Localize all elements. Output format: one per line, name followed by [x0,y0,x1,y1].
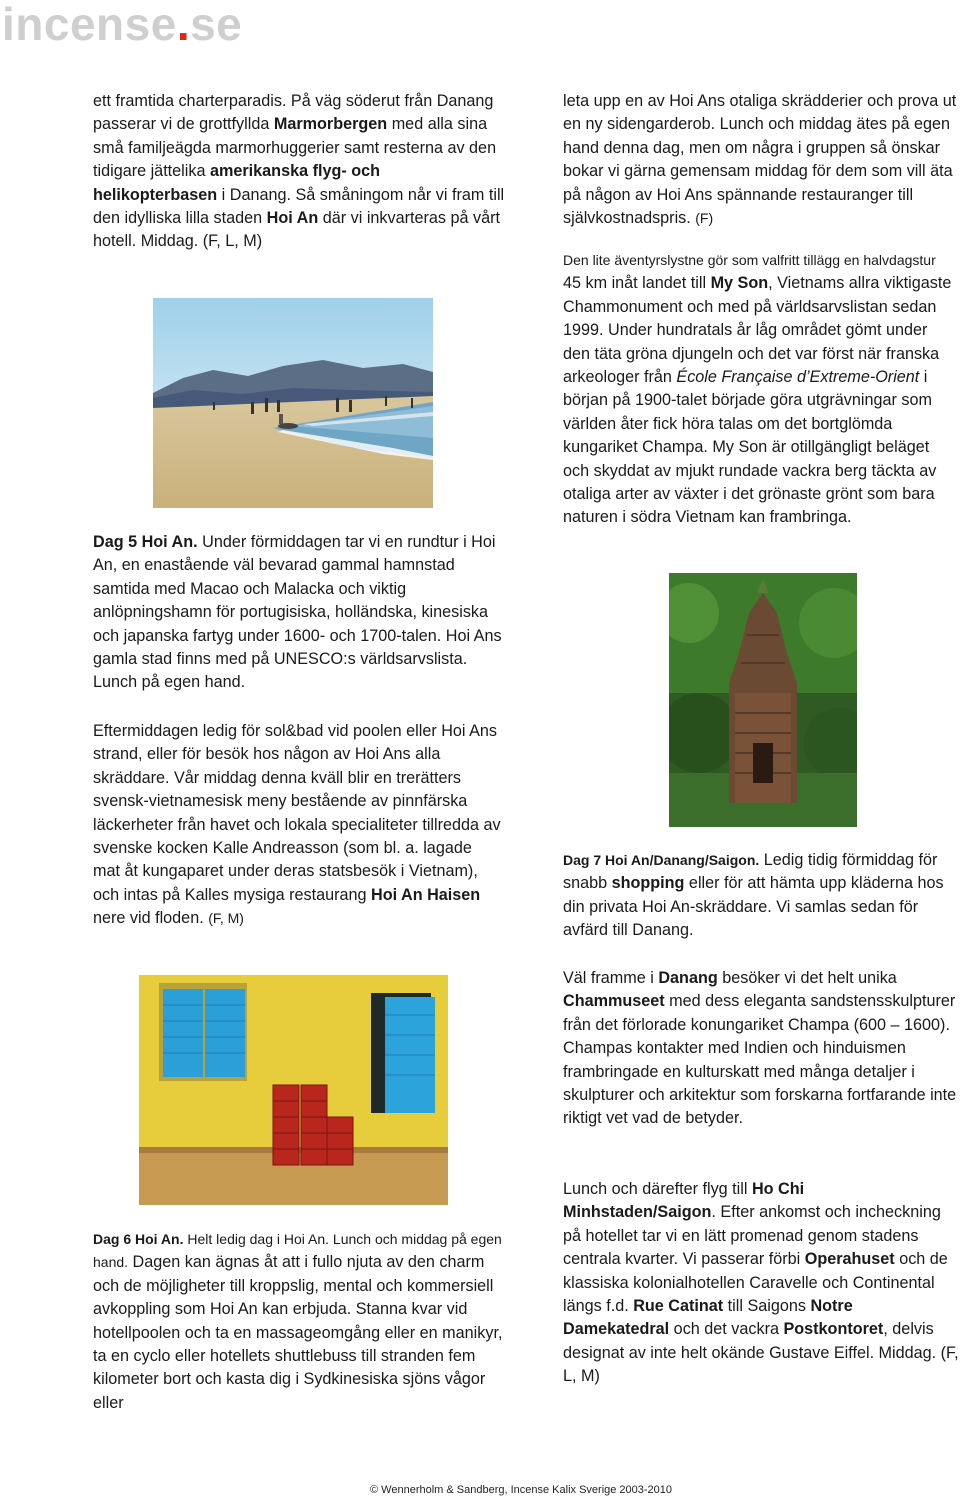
day7-title: Dag 7 Hoi An/Danang/Saigon. [563,852,760,868]
day6-title: Dag 6 Hoi An. [93,1231,184,1247]
left-intro-paragraph: ett framtida charterparadis. På väg söderut från Danang passerar vi de grottfyllda Marmorbergen med alla sina små familjeägda marmorhuggerier samt resterna av den tidigare jättelika amerikanska flyg- och helikopterbasen i Danang. Så småningom når vi fram till den idylliska lilla staden Hoi An där vi inkvarteras på vårt hotell. Middag. (F, L, M) [93,92,505,251]
yellow-wall-photo [139,975,448,1205]
footer-copyright: © Wennerholm & Sandberg, Incense Kalix Sverige 2003-2010 [370,1484,673,1496]
danang-paragraph: Väl framme i Danang besöker vi det helt unika Chammuseet med dess eleganta sandstensskulpturer från det förlorade konungariket Champa (600 – 1600). Champas kontakter med Indien och hinduismen frambringade en kulturskatt med många detaljer i skulpturer och arkitektur som forskarna fortfarande inte riktigt vet vad de betyder. [563,969,957,1128]
my-son-paragraph: Den lite äventyrslystne gör som valfritt tillägg en halvdagstur 45 km inåt landet till My Son, Vietnams allra viktigaste Chammonument och med på världsarvslistan sedan 1999. Under hundratals år låg området gömt under den täta gröna djungeln och det var först när franska arkeologer från École Française d’Extreme-Orient i början på 1900-talet började göra utgrävningar som världen åter fick höra talas om det bortglömda kungariket Champa. My Son är otillgängligt beläget och skyddat av mjukt rundade vackra berg täckta av otaliga arter av växter i det grönaste grönt som bara naturen i södra Vietnam kan frambringa. [563,252,952,527]
day5-title: Dag 5 Hoi An. [93,533,198,551]
my-son-temple-photo [669,573,857,827]
saigon-paragraph: Lunch och därefter flyg till Ho Chi Minhstaden/Saigon. Efter ankomst och incheckning på hotellet tar vi en lätt promenad genom stadens centrala kvarter. Vi passerar förbi Operahuset och de klassiska kolonialhotellen Caravelle och Continental längs f.d. Rue Catinat till Saigons Notre Damekatedral och det vackra Postkontoret, delvis designat av inte helt okände Gustave Eiffel. Middag. (F, L, M) [563,1180,959,1386]
beach-photo [153,298,433,508]
day5-paragraph: Dag 5 Hoi An. Under förmiddagen tar vi en rundtur i Hoi An, en enastående väl bevarad gammal hamnstad samtida med Macao och Malacka och viktig anlöpningshamn för portugisiska, holländska, kinesiska och japanska fartyg under 1600- och 1700-talen. Hoi Ans gamla stad finns med på UNESCO:s världsarvslista. Lunch på egen hand. [93,533,502,692]
right-intro-paragraph: leta upp en av Hoi Ans otaliga skrädderier och prova ut en ny sidengarderob. Lunch och middag ätes på egen hand denna dag, men om några i gruppen så önskar bokar vi gärna gemensam middag för dem som vill äta på någon av Hoi Ans spännande restauranger till självkostnadspris. (F) [563,92,957,228]
site-logo: incense.se [2,0,243,50]
day7-paragraph: Dag 7 Hoi An/Danang/Saigon. Ledig tidig förmiddag för snabb shopping eller för att hämta upp kläderna hos din privata Hoi An-skräddare. Vi samlas sedan för avfärd till Danang. [563,851,944,940]
afternoon-paragraph: Eftermiddagen ledig för sol&bad vid poolen eller Hoi Ans strand, eller för besök hos någon av Hoi Ans alla skräddare. Vår middag denna kväll blir en trerätters svensk-vietnamesisk meny bestående av pinnfärska läckerheter från havet och lokala specialiteter tillredda av svenske kocken Kalle Andreasson (som bl. a. lagade mat åt kungaparet under deras statsbesök i Vietnam), och intas på Kalles mysiga restaurang Hoi An Haisen nere vid floden. (F, M) [93,722,501,928]
day6-paragraph: Dag 6 Hoi An. Helt ledig dag i Hoi An. Lunch och middag på egen hand. Dagen kan ägnas åt att i fullo njuta av den charm och de möjligheter till kroppslig, mental och kommersiell avkoppling som Hoi An kan erbjuda. Stanna kvar vid hotellpoolen och ta en massageomgång eller en manikyr, ta en cyclo eller hotellets shuttlebuss till stranden fem kilometer bort och kasta dig i Sydkinesiska sjöns vågor eller [93,1231,503,1412]
